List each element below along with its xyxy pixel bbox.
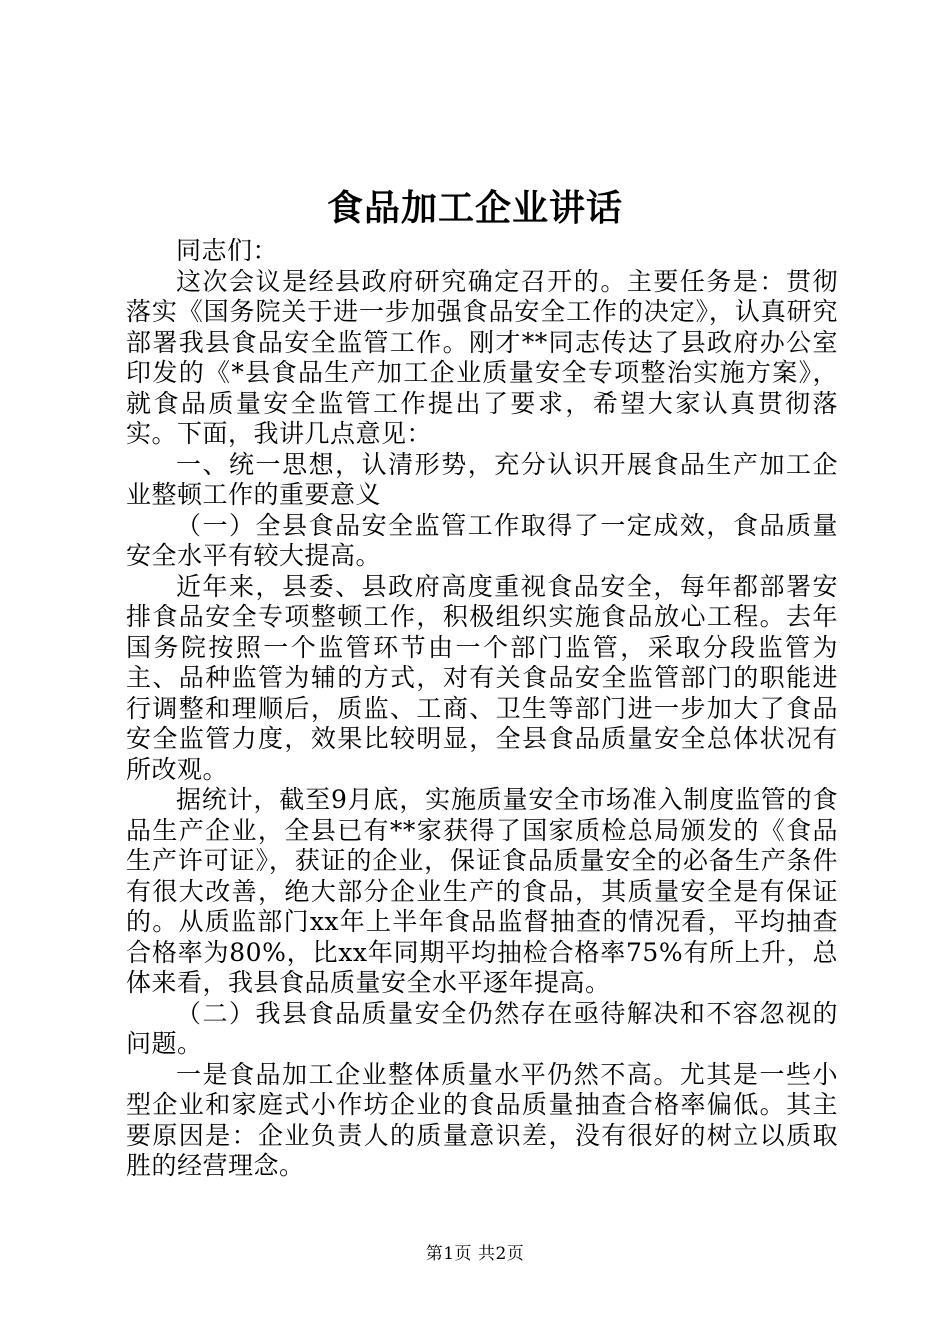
subsection-heading-1: （一）全县食品安全监管工作取得了一定成效，食品质量安全水平有较大提高。 [126,510,838,570]
body-paragraph: 近年来，县委、县政府高度重视食品安全，每年都部署安排食品安全专项整顿工作，积极组织实施食品放心工程。去年国务院按照一个监管环节由一个部门监管，采取分段监管为主、品种监管为辅的方式，对有关食品安全监管部门的职能进行调整和理顺后，质监、工商、卫生等部门进一步加大了食品安全监管力度，效果比较明显，全县食品质量安全总体状况有所改观。 [126,571,838,784]
document-body [126,236,838,1182]
statistics-paragraph: 据统计，截至9月底，实施质量安全市场准入制度监管的食品生产企业，全县已有**家获得了国家质检总局颁发的《食品生产许可证》，获证的企业，保证食品质量安全的必备生产条件有很大改善，绝大部分企业生产的食品，其质量安全是有保证的。从质监部门xx年上半年食品监督抽查的情况看，平均抽查合格率为80%，比xx年同期平均抽检合格率75%有所上升，总体来看，我县食品质量安全水平逐年提高。 [126,785,838,997]
section-heading-1: 一、统一思想，认清形势，充分认识开展食品生产加工企业整顿工作的重要意义 [126,449,838,509]
intro-paragraph: 这次会议是经县政府研究确定召开的。主要任务是：贯彻落实《国务院关于进一步加强食品安全工作的决定》，认真研究部署我县食品安全监管工作。刚才**同志传达了县政府办公室印发的《*县食品生产加工企业质量安全专项整治实施方案》，就食品质量安全监管工作提出了要求，希望大家认真贯彻落实。下面，我讲几点意见： [126,266,838,448]
document-title: 食品加工企业讲话 [326,187,623,229]
subsection-heading-2: （二）我县食品质量安全仍然存在亟待解决和不容忽视的问题。 [126,998,838,1058]
body-paragraph: 一是食品加工企业整体质量水平仍然不高。尤其是一些小型企业和家庭式小作坊企业的食品质量抽查合格率偏低。其主要原因是：企业负责人的质量意识差，没有很好的树立以质取胜的经营理念。 [126,1059,838,1180]
greeting-paragraph: 同志们： [176,236,279,265]
page-number-footer: 第1页 共2页 [425,1244,525,1264]
